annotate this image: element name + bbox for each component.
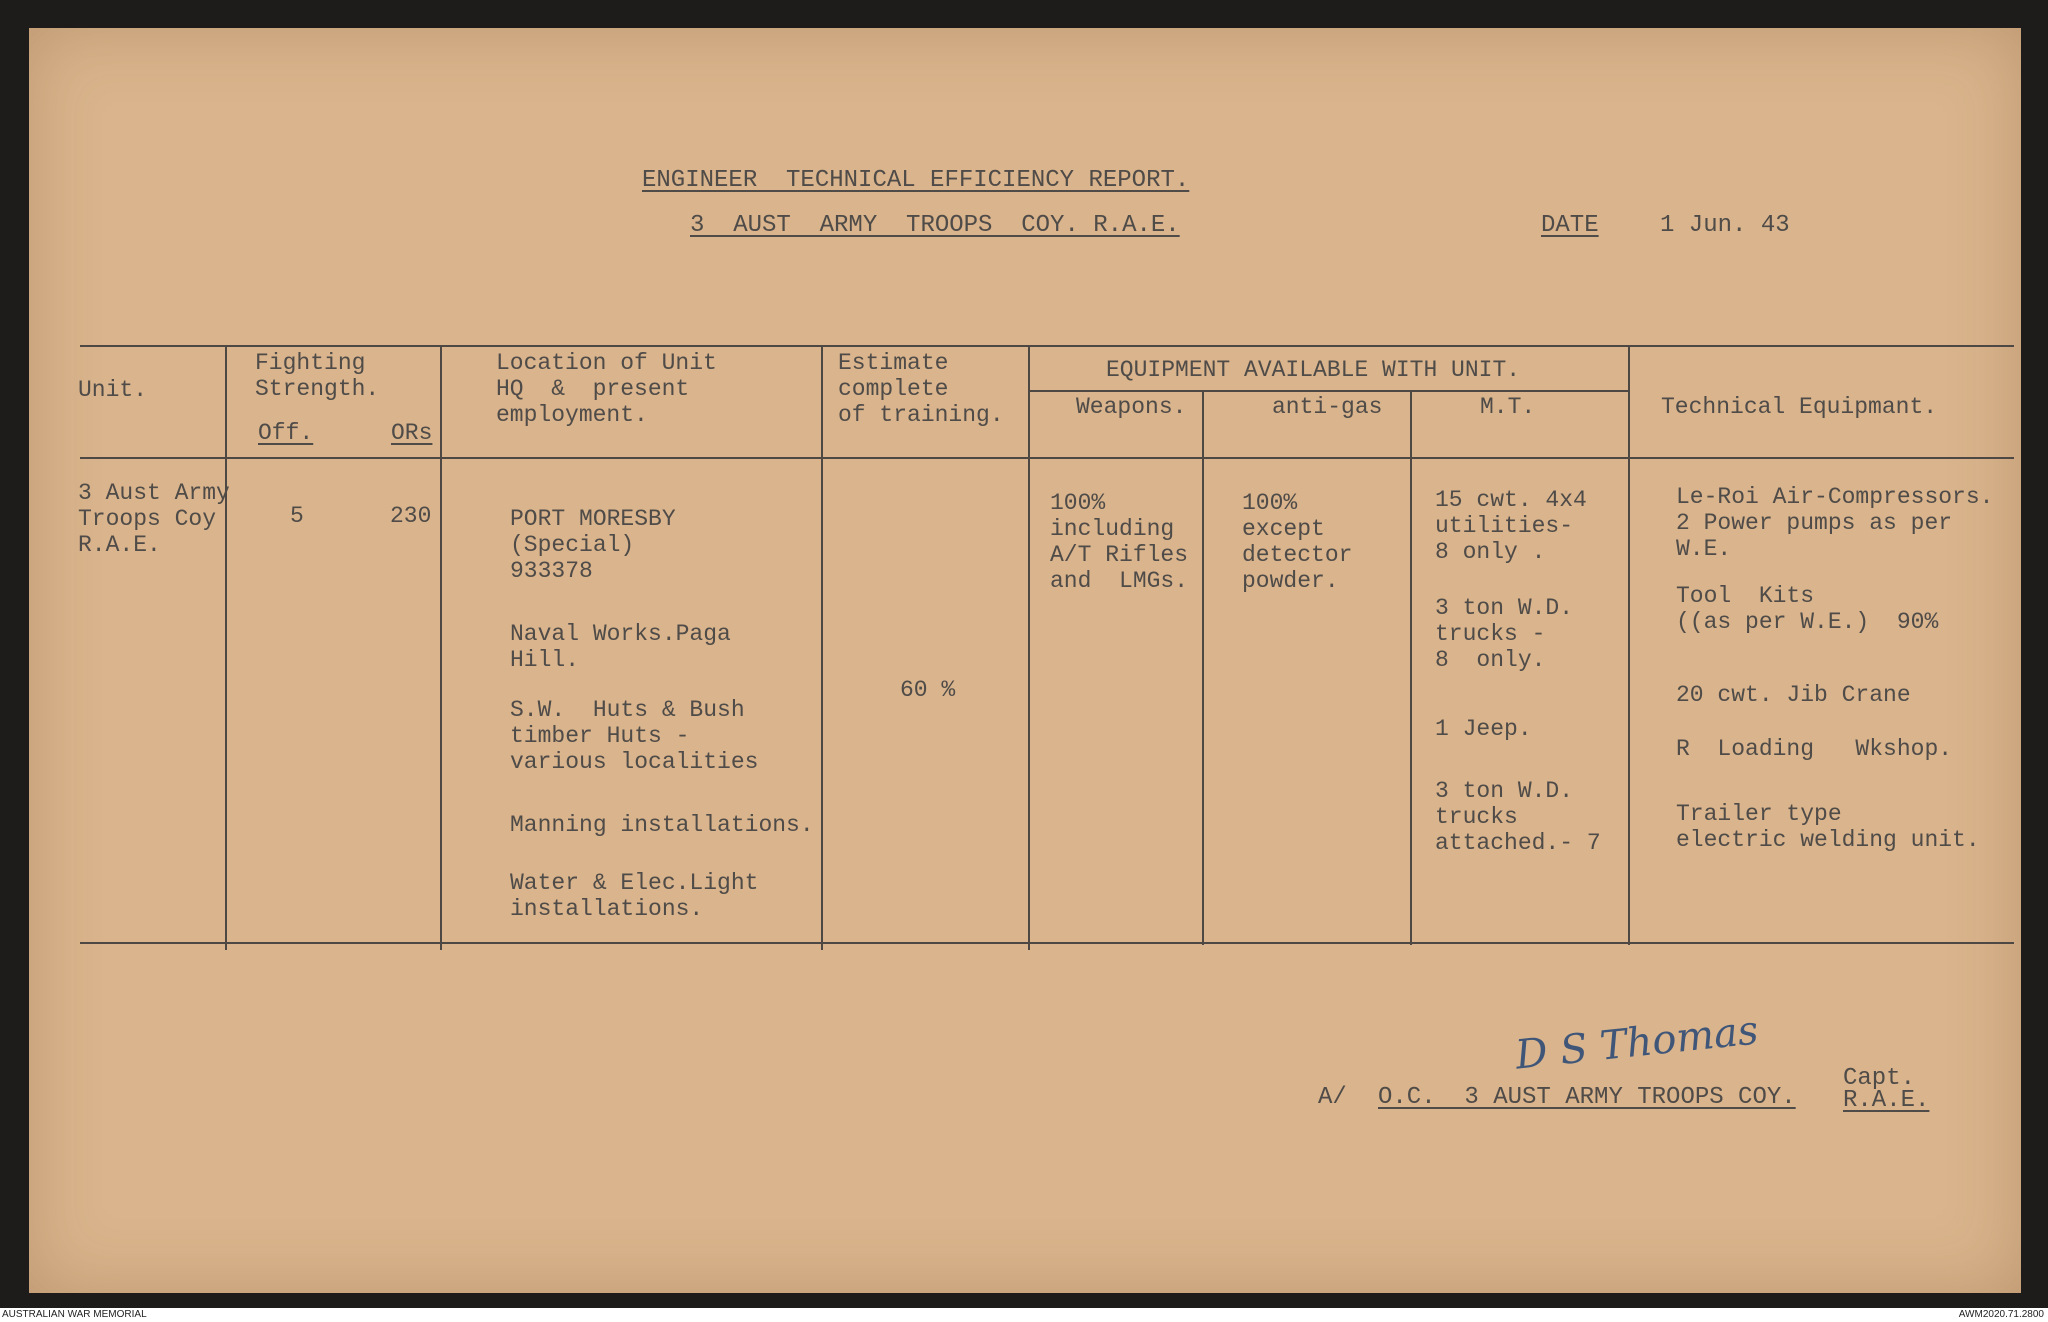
cell-unit: 3 Aust Army Troops Coy R.A.E. (78, 480, 230, 558)
cell-location: Naval Works.Paga Hill. (510, 621, 731, 673)
column-divider (821, 345, 823, 950)
cell-location: S.W. Huts & Bush timber Huts - various localities (510, 697, 759, 775)
cell-location: Water & Elec.Light installations. (510, 870, 759, 922)
header-ors: ORs (391, 420, 433, 446)
column-divider (1628, 345, 1630, 945)
header-location: Location of Unit HQ & present employment. (496, 350, 717, 428)
header-anti-gas: anti-gas (1272, 394, 1383, 420)
cell-weapons: 100% including A/T Rifles and LMGs. (1050, 490, 1189, 594)
signature-prefix: A/ (1318, 1084, 1347, 1111)
table-bottom-rule (80, 942, 2014, 944)
report-title: ENGINEER TECHNICAL EFFICIENCY REPORT. (642, 167, 1190, 194)
unit-heading: 3 AUST ARMY TROOPS COY. R.A.E. (690, 212, 1180, 239)
signature-corps: R.A.E. (1843, 1087, 1930, 1114)
header-technical: Technical Equipmant. (1661, 394, 1938, 420)
header-equipment: EQUIPMENT AVAILABLE WITH UNIT. (1106, 357, 1521, 383)
table-top-rule (80, 345, 2014, 347)
cell-estimate: 60 % (900, 677, 956, 703)
signature-title: O.C. 3 AUST ARMY TROOPS COY. (1378, 1084, 1796, 1111)
footer-source: AUSTRALIAN WAR MEMORIAL (2, 1309, 147, 1320)
cell-officers: 5 (290, 503, 304, 529)
header-mt: M.T. (1480, 394, 1536, 420)
handwritten-signature: D S Thomas (1513, 1007, 1761, 1079)
column-divider (225, 345, 227, 950)
footer-accession-number: AWM2020.71.2800 (1958, 1309, 2044, 1320)
header-fighting-strength: Fighting Strength. (255, 350, 380, 402)
cell-mt: 3 ton W.D. trucks - 8 only. (1435, 595, 1574, 673)
header-estimate: Estimate complete of training. (838, 350, 1004, 428)
signature-rank: Capt. (1843, 1065, 1916, 1092)
column-divider (1028, 345, 1030, 950)
cell-mt: 15 cwt. 4x4 utilities- 8 only . (1435, 487, 1587, 565)
cell-location: Manning installations. (510, 812, 814, 838)
date-value: 1 Jun. 43 (1660, 212, 1790, 239)
column-divider (1410, 390, 1412, 945)
equipment-subheader-rule (1030, 390, 1630, 392)
cell-other-ranks: 230 (390, 503, 432, 529)
header-weapons: Weapons. (1076, 394, 1187, 420)
cell-technical: Le-Roi Air-Compressors. 2 Power pumps as per W.E. (1676, 484, 1994, 562)
cell-mt: 1 Jeep. (1435, 716, 1532, 742)
header-off: Off. (258, 420, 314, 446)
column-divider (440, 345, 442, 950)
cell-location: PORT MORESBY (Special) 933378 (510, 506, 676, 584)
header-unit: Unit. (78, 377, 148, 403)
column-divider (1202, 390, 1204, 945)
cell-technical: Tool Kits ((as per W.E.) 90% (1676, 583, 1939, 635)
cell-technical: R Loading Wkshop. (1676, 736, 1953, 762)
cell-anti-gas: 100% except detector powder. (1242, 490, 1353, 594)
cell-mt: 3 ton W.D. trucks attached.- 7 (1435, 778, 1601, 856)
header-bottom-rule (80, 457, 2014, 459)
cell-technical: 20 cwt. Jib Crane (1676, 682, 1911, 708)
date-label: DATE (1541, 212, 1599, 239)
cell-technical: Trailer type electric welding unit. (1676, 801, 1980, 853)
